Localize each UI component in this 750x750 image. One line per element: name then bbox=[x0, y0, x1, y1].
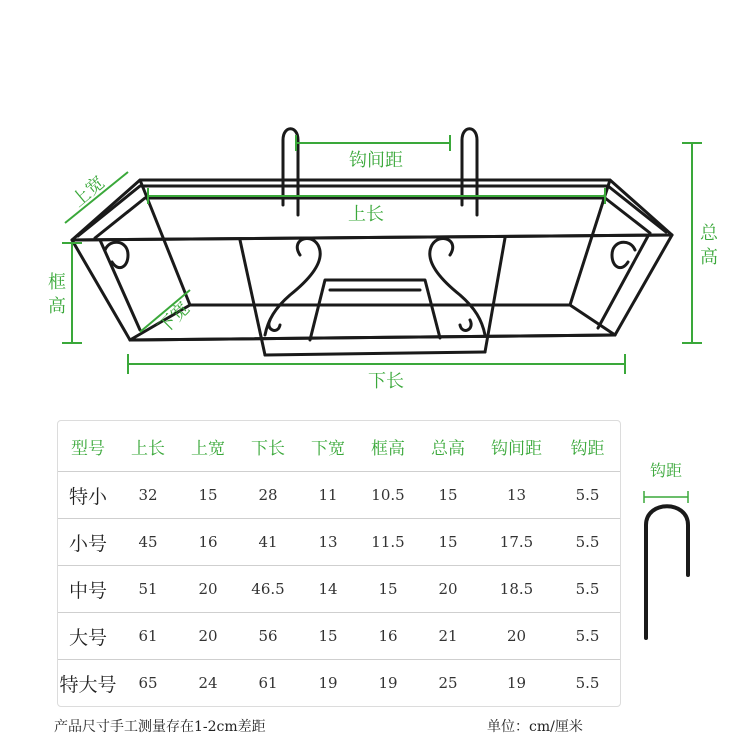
label-upper-length: 上长 bbox=[348, 204, 384, 225]
value-cell: 5.5 bbox=[575, 674, 600, 692]
hook-detail bbox=[636, 455, 706, 655]
value-cell: 10.5 bbox=[371, 486, 405, 504]
value-cell: 19 bbox=[318, 674, 338, 692]
value-cell: 61 bbox=[138, 627, 158, 645]
table-row bbox=[58, 612, 620, 659]
value-cell: 16 bbox=[198, 533, 218, 551]
label-lower-width: 下宽 bbox=[153, 297, 195, 339]
label-upper-width: 上宽 bbox=[67, 172, 110, 212]
label-total-height: 总高 bbox=[700, 223, 718, 268]
value-cell: 15 bbox=[318, 627, 338, 645]
table-header-row bbox=[58, 421, 620, 471]
value-cell: 15 bbox=[198, 486, 218, 504]
header-cell: 型号 bbox=[71, 438, 105, 459]
header-cell: 上宽 bbox=[191, 438, 225, 459]
value-cell: 15 bbox=[378, 580, 398, 598]
value-cell: 5.5 bbox=[575, 533, 600, 551]
header-cell: 下长 bbox=[251, 438, 285, 459]
label-lower-length: 下长 bbox=[368, 371, 404, 392]
value-cell: 46.5 bbox=[251, 580, 285, 598]
value-cell: 13 bbox=[506, 486, 527, 504]
spec-table bbox=[57, 420, 621, 707]
value-cell: 17.5 bbox=[499, 533, 534, 551]
value-cell: 15 bbox=[438, 533, 458, 551]
table-row bbox=[58, 518, 620, 565]
model-cell: 特大号 bbox=[59, 673, 117, 696]
table-row bbox=[58, 565, 620, 612]
value-cell: 5.5 bbox=[575, 580, 600, 598]
header-cell: 下宽 bbox=[311, 438, 345, 459]
value-cell: 51 bbox=[138, 580, 158, 598]
value-cell: 45 bbox=[138, 533, 158, 551]
model-cell: 小号 bbox=[68, 532, 107, 555]
value-cell: 13 bbox=[318, 533, 338, 551]
header-cell: 上长 bbox=[131, 438, 165, 459]
value-cell: 18.5 bbox=[499, 580, 534, 598]
value-cell: 24 bbox=[198, 674, 218, 692]
value-cell: 20 bbox=[438, 580, 458, 598]
model-cell: 大号 bbox=[68, 626, 107, 649]
model-cell: 特小 bbox=[68, 485, 107, 508]
label-frame-height: 框高 bbox=[48, 272, 66, 317]
value-cell: 16 bbox=[378, 627, 398, 645]
value-cell: 20 bbox=[198, 627, 218, 645]
value-cell: 5.5 bbox=[575, 627, 600, 645]
model-cell: 中号 bbox=[68, 579, 107, 602]
table-row bbox=[58, 471, 620, 518]
value-cell: 5.5 bbox=[575, 486, 600, 504]
value-cell: 11.5 bbox=[371, 533, 405, 551]
value-cell: 15 bbox=[438, 486, 458, 504]
header-cell: 总高 bbox=[431, 438, 465, 459]
value-cell: 14 bbox=[318, 580, 338, 598]
value-cell: 20 bbox=[198, 580, 218, 598]
unit-note: 单位：cm/厘米 bbox=[487, 719, 583, 735]
value-cell: 41 bbox=[258, 533, 278, 551]
value-cell: 20 bbox=[506, 627, 527, 645]
hook-icon bbox=[636, 455, 706, 655]
measurement-note: 产品尺寸手工测量存在1-2cm差距 bbox=[54, 719, 266, 735]
value-cell: 28 bbox=[258, 486, 278, 504]
value-cell: 19 bbox=[378, 674, 398, 692]
value-cell: 56 bbox=[258, 627, 278, 645]
hook-spacing-label: 钩距 bbox=[649, 461, 682, 480]
value-cell: 32 bbox=[138, 486, 158, 504]
table-row bbox=[58, 659, 620, 706]
label-hook-spacing: 钩间距 bbox=[349, 150, 403, 171]
value-cell: 25 bbox=[438, 674, 458, 692]
header-cell: 框高 bbox=[371, 438, 405, 459]
value-cell: 61 bbox=[258, 674, 278, 692]
value-cell: 65 bbox=[138, 674, 158, 692]
value-cell: 11 bbox=[318, 486, 338, 504]
value-cell: 21 bbox=[438, 627, 458, 645]
header-cell: 钩间距 bbox=[491, 438, 542, 459]
header-cell: 钩距 bbox=[570, 438, 605, 459]
value-cell: 19 bbox=[506, 674, 527, 692]
